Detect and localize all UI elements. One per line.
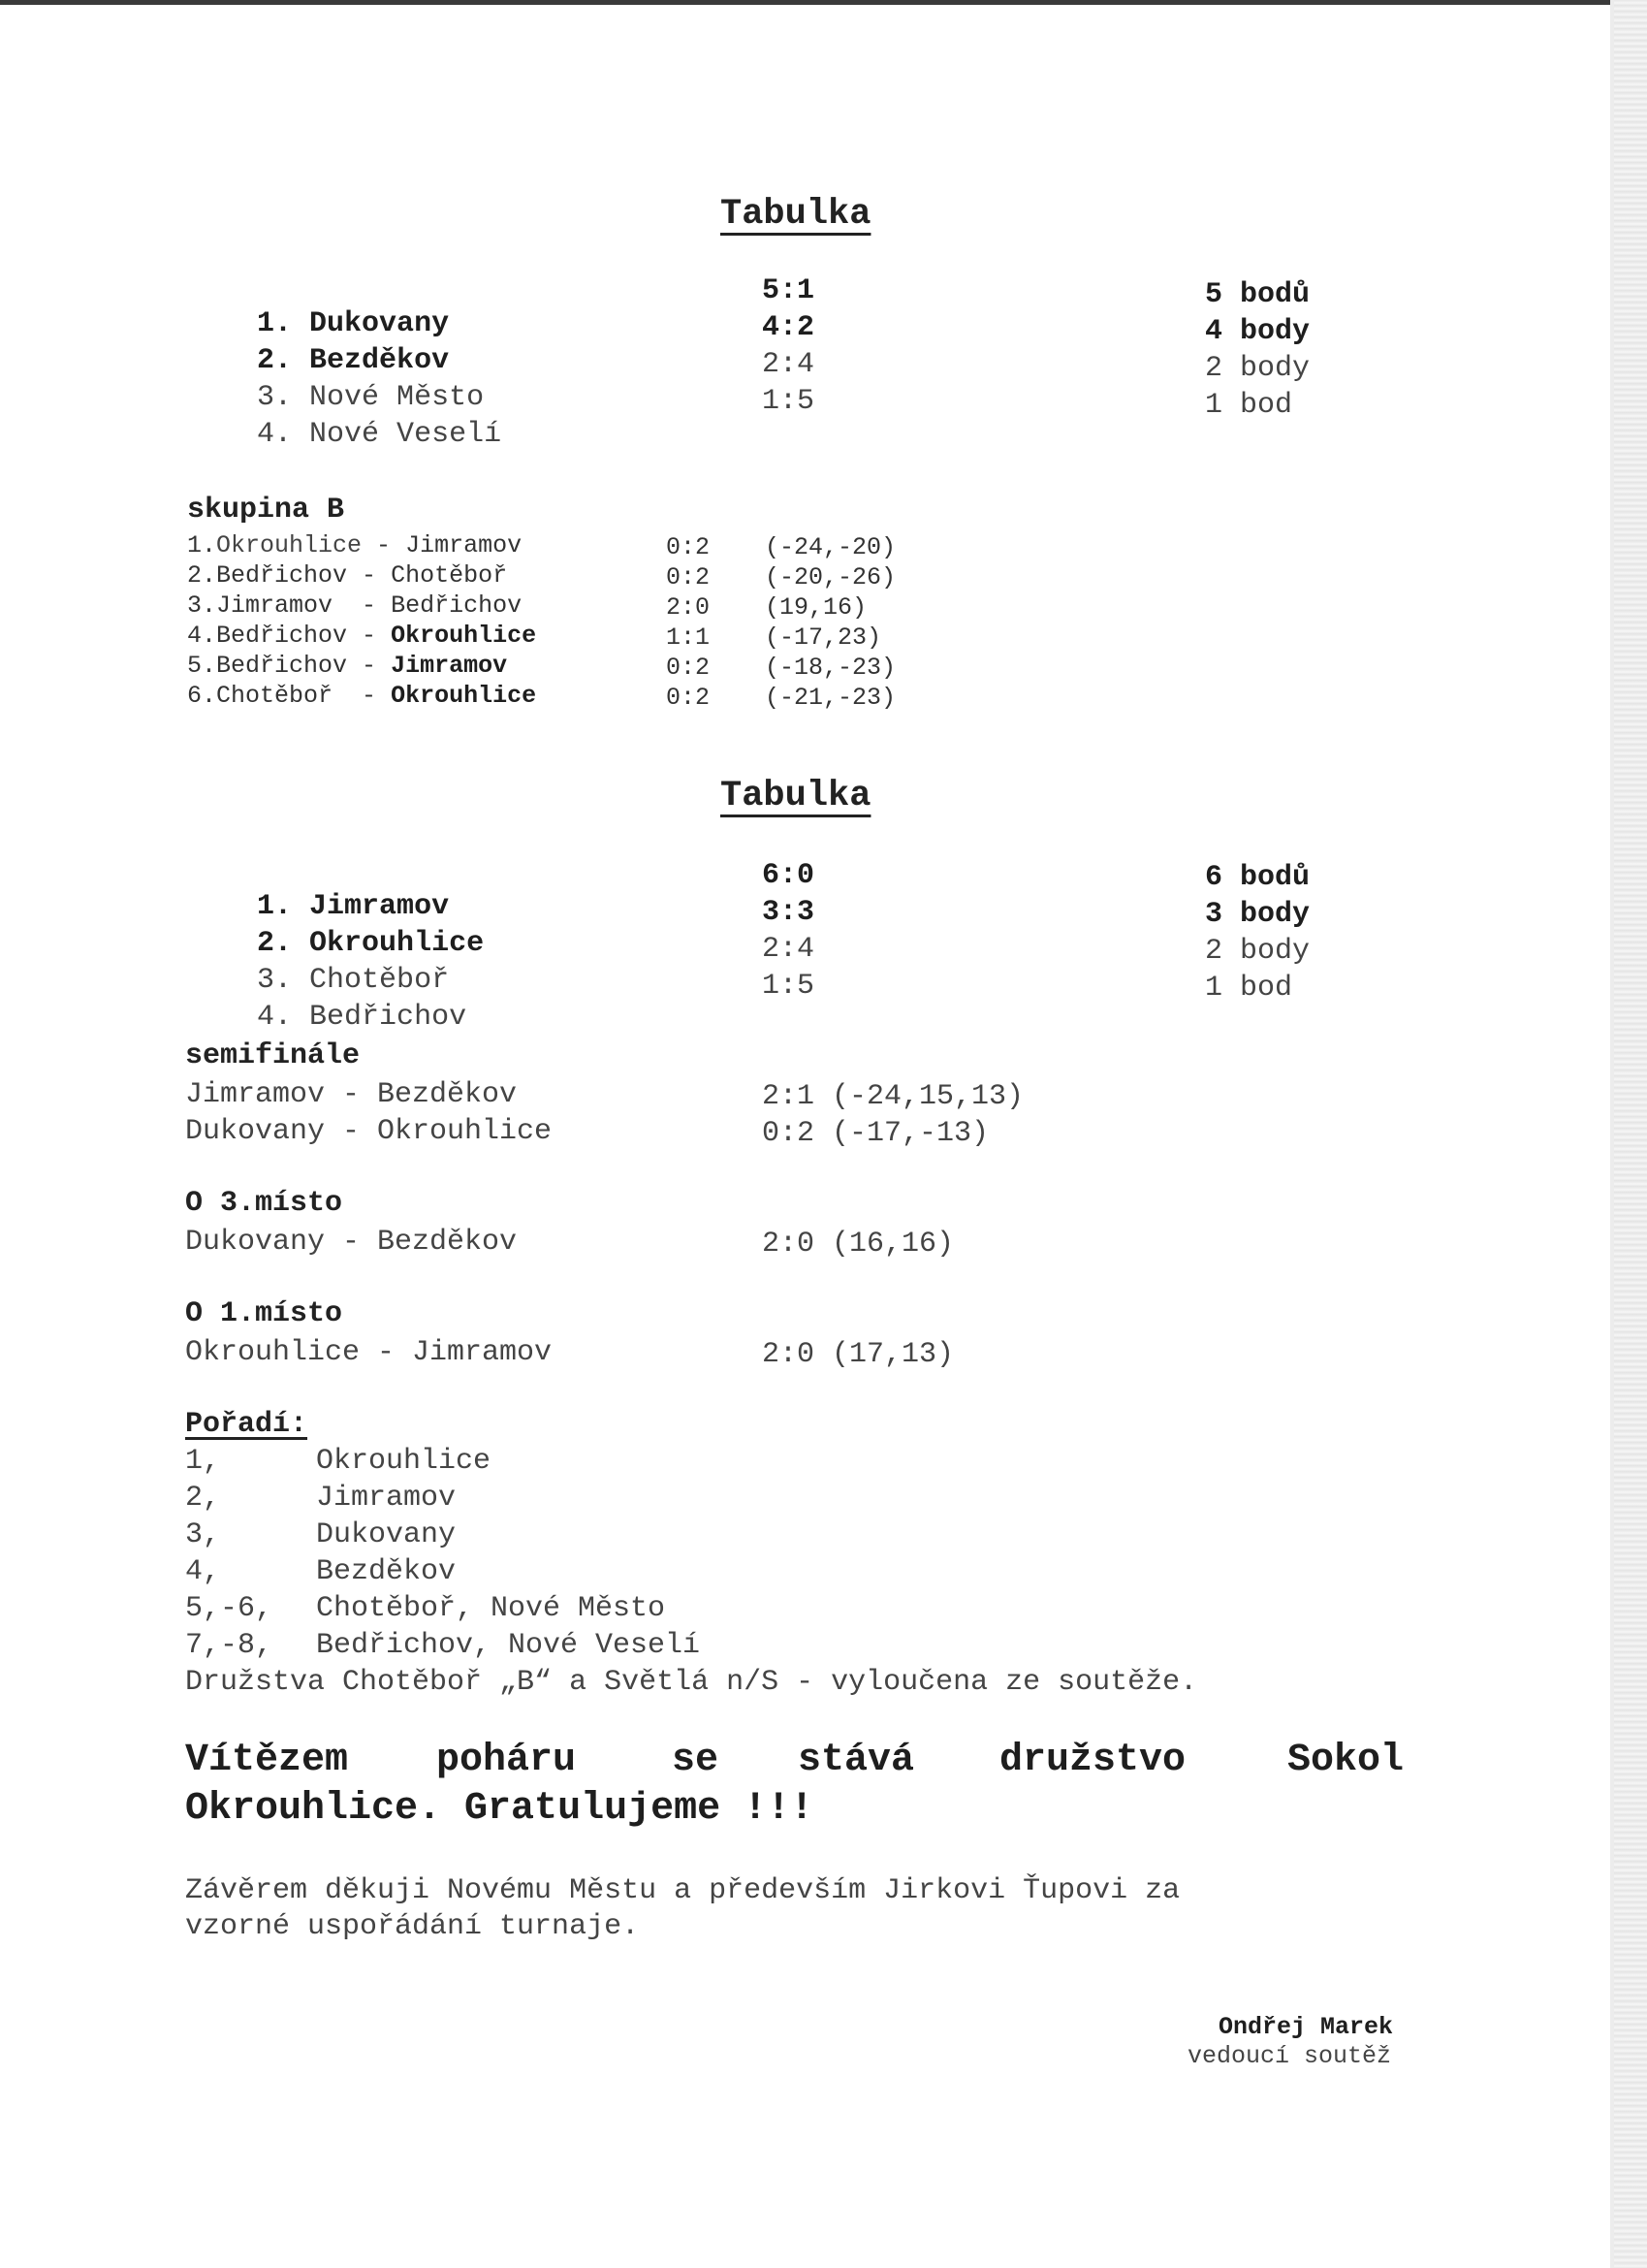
match-no: 4.	[187, 622, 217, 650]
points: 2 body	[1205, 352, 1311, 385]
semifinal-result: 2:1 (-24,15,13)	[762, 1080, 1025, 1113]
first-place-result: 2:0 (17,13)	[762, 1338, 955, 1371]
rank: 4.	[257, 418, 293, 451]
team: Jimramov	[309, 890, 450, 923]
away-team: Chotěboř	[391, 561, 508, 590]
final-order-title: Pořadí:	[185, 1408, 308, 1441]
winner-line-2: Okrouhlice. Gratulujeme !!!	[185, 1787, 814, 1831]
scan-top-edge	[0, 0, 1647, 5]
score: 4:2	[762, 311, 815, 344]
team: Bezděkov	[309, 344, 450, 377]
winner-word: stává	[798, 1739, 915, 1782]
scan-right-edge	[1614, 0, 1647, 2268]
home-team: Bedřichov	[216, 561, 348, 590]
match-no: 3.	[187, 591, 217, 620]
thanks-line-2: vzorné uspořádání turnaje.	[185, 1910, 640, 1943]
home-team: Bedřichov	[216, 622, 348, 650]
group-b-title: skupina B	[187, 494, 345, 527]
match-row: 1.Okrouhlice - Jimramov	[187, 531, 523, 559]
semifinal-result: 0:2 (-17,-13)	[762, 1117, 990, 1150]
match-row: 6.Chotěboř - Okrouhlice	[187, 682, 537, 710]
order-place: 7,-8,	[185, 1629, 273, 1662]
away-team: Okrouhlice	[391, 622, 537, 650]
home-team: Bedřichov	[216, 652, 348, 680]
rank: 2.	[257, 344, 293, 377]
home-team: Chotěboř	[216, 682, 333, 710]
order-teams: Bedřichov, Nové Veselí	[316, 1629, 701, 1662]
away-team: Bedřichov	[391, 591, 523, 620]
order-place: 4,	[185, 1555, 221, 1588]
match-sets: (-21,-23)	[765, 684, 897, 712]
order-place: 1,	[185, 1445, 221, 1478]
rank: 1.	[257, 890, 293, 923]
order-teams: Okrouhlice	[316, 1445, 491, 1478]
group-b-table-title: Tabulka	[720, 776, 871, 816]
match-sets: (-20,-26)	[765, 563, 897, 591]
points: 2 body	[1205, 935, 1311, 968]
match-no: 2.	[187, 561, 217, 590]
order-place: 2,	[185, 1482, 221, 1515]
match-no: 5.	[187, 652, 217, 680]
rank: 3.	[257, 964, 293, 997]
score: 2:4	[762, 348, 815, 381]
third-place-result: 2:0 (16,16)	[762, 1228, 955, 1261]
match-row: 2.Bedřichov - Chotěboř	[187, 561, 508, 590]
home-team: Okrouhlice	[216, 531, 363, 559]
points: 4 body	[1205, 315, 1311, 348]
winner-word: Vítězem	[185, 1739, 349, 1782]
score: 6:0	[762, 859, 815, 892]
match-row: 4.Bedřichov - Okrouhlice	[187, 622, 537, 650]
third-place-pair: Dukovany - Bezděkov	[185, 1226, 518, 1259]
match-score: 1:1	[666, 623, 711, 652]
winner-word: družstvo	[999, 1739, 1187, 1782]
order-teams: Bezděkov	[316, 1555, 457, 1588]
points: 5 bodů	[1205, 278, 1311, 311]
score: 1:5	[762, 385, 815, 418]
signature-role: vedoucí soutěž	[1188, 2042, 1392, 2070]
disqualified-note: Družstva Chotěboř „B“ a Světlá n/S - vyloučena ze soutěže.	[185, 1666, 1198, 1699]
match-sets: (19,16)	[765, 593, 868, 622]
rank: 3.	[257, 381, 293, 414]
team: Nové Město	[309, 381, 485, 414]
semifinal-pair: Jimramov - Bezděkov	[185, 1078, 518, 1111]
match-score: 0:2	[666, 684, 711, 712]
order-teams: Chotěboř, Nové Město	[316, 1592, 666, 1625]
points: 3 body	[1205, 898, 1311, 931]
rank: 2.	[257, 927, 293, 960]
team: Nové Veselí	[309, 418, 502, 451]
order-place: 3,	[185, 1518, 221, 1551]
group-a-table-title: Tabulka	[720, 194, 871, 235]
match-no: 1.	[187, 531, 217, 559]
score: 5:1	[762, 274, 815, 307]
team: Dukovany	[309, 307, 450, 340]
away-team: Okrouhlice	[391, 682, 537, 710]
match-score: 2:0	[666, 593, 711, 622]
match-sets: (-17,23)	[765, 623, 882, 652]
winner-word: se	[672, 1739, 719, 1782]
order-place: 5,-6,	[185, 1592, 273, 1625]
order-teams: Jimramov	[316, 1482, 457, 1515]
score: 1:5	[762, 970, 815, 1003]
points: 1 bod	[1205, 972, 1293, 1005]
first-place-pair: Okrouhlice - Jimramov	[185, 1336, 553, 1369]
semifinal-title: semifinále	[185, 1039, 361, 1072]
order-teams: Dukovany	[316, 1518, 457, 1551]
third-place-title: O 3.místo	[185, 1187, 343, 1220]
winner-word: poháru	[436, 1739, 577, 1782]
rank: 1.	[257, 307, 293, 340]
match-score: 0:2	[666, 533, 711, 561]
thanks-line-1: Závěrem děkuji Novému Městu a především Jirkovi Ťupovi za	[185, 1874, 1181, 1907]
team: Chotěboř	[309, 964, 450, 997]
points: 6 bodů	[1205, 861, 1311, 894]
match-sets: (-18,-23)	[765, 654, 897, 682]
rank: 4.	[257, 1001, 293, 1034]
away-team: Jimramov	[405, 531, 523, 559]
home-team: Jimramov	[216, 591, 333, 620]
first-place-title: O 1.místo	[185, 1297, 343, 1330]
match-sets: (-24,-20)	[765, 533, 897, 561]
signature-name: Ondřej Marek	[1219, 2013, 1394, 2041]
semifinal-pair: Dukovany - Okrouhlice	[185, 1115, 553, 1148]
match-score: 0:2	[666, 654, 711, 682]
table-row	[187, 385, 501, 484]
score: 2:4	[762, 933, 815, 966]
score: 3:3	[762, 896, 815, 929]
match-row: 3.Jimramov - Bedřichov	[187, 591, 523, 620]
winner-word: Sokol	[1287, 1739, 1405, 1782]
match-score: 0:2	[666, 563, 711, 591]
away-team: Jimramov	[391, 652, 508, 680]
match-row: 5.Bedřichov - Jimramov	[187, 652, 508, 680]
match-no: 6.	[187, 682, 217, 710]
team: Okrouhlice	[309, 927, 485, 960]
team: Bedřichov	[309, 1001, 467, 1034]
points: 1 bod	[1205, 389, 1293, 422]
